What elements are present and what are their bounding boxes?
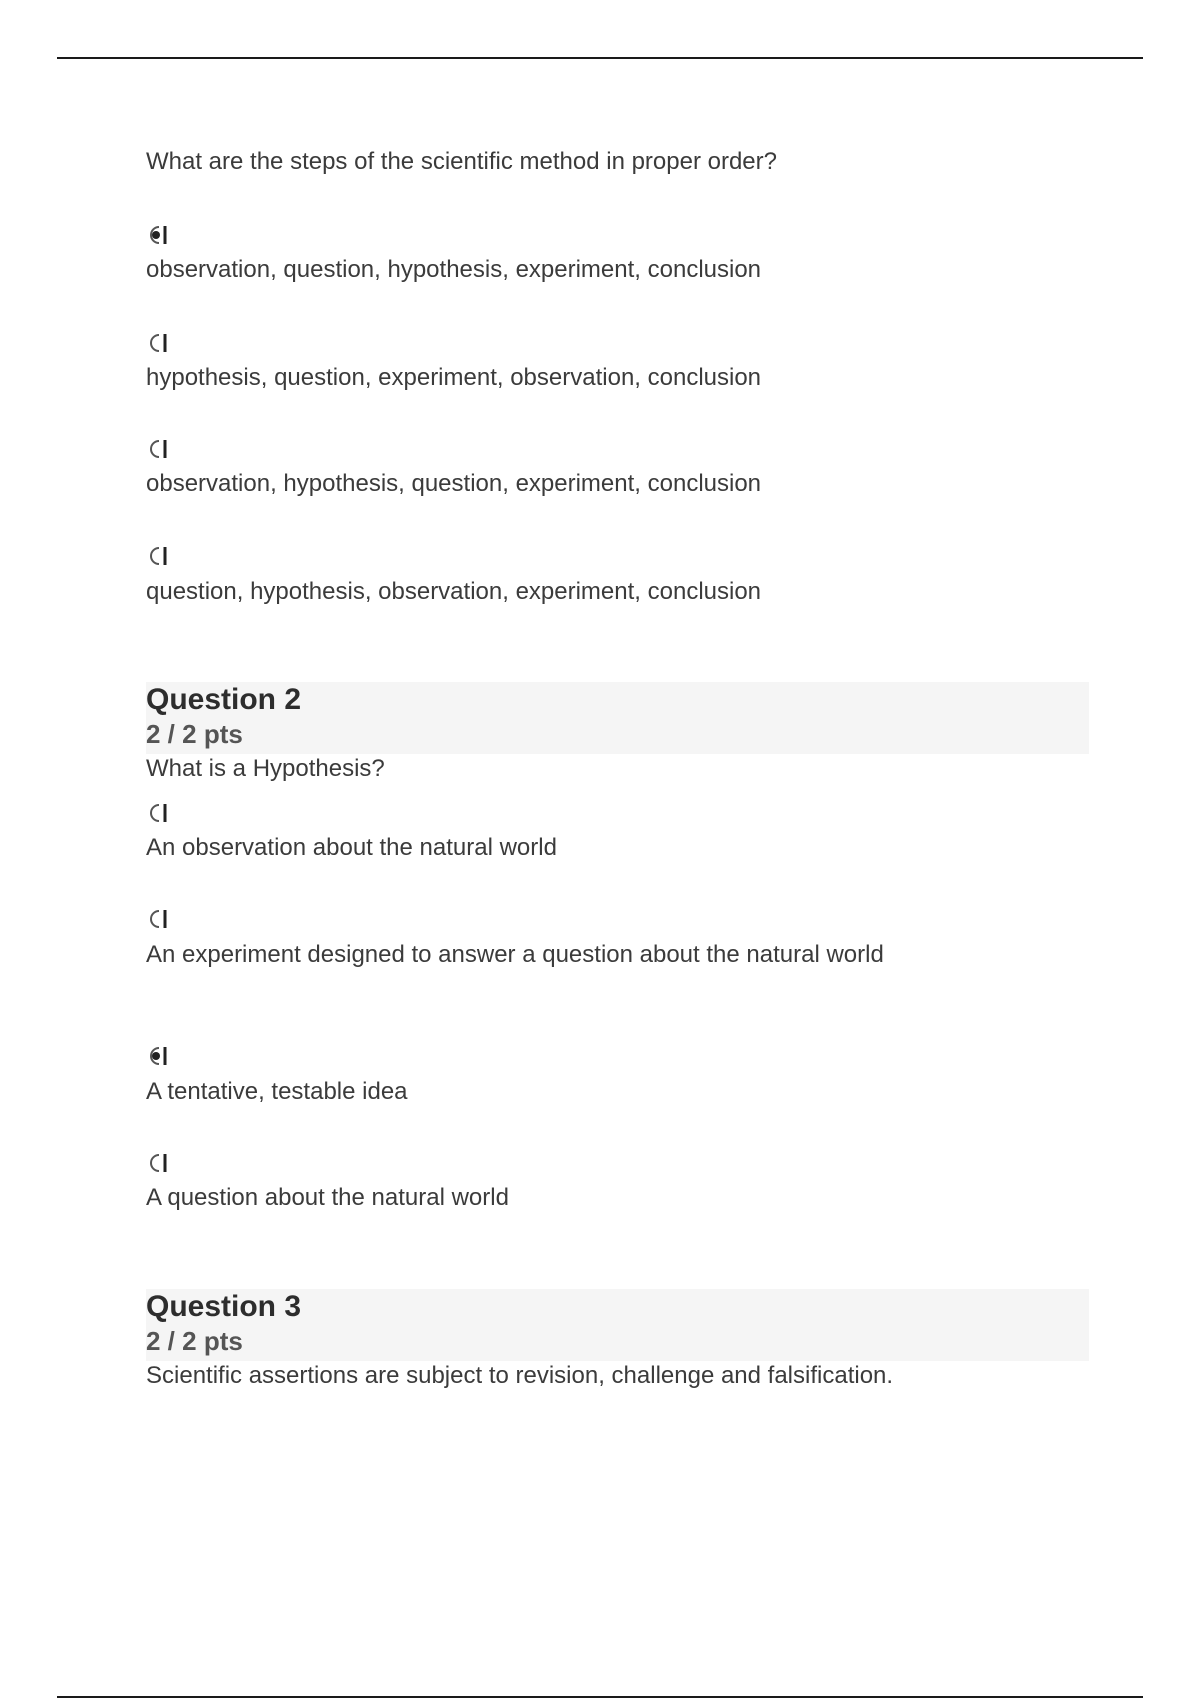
bottom-rule — [57, 1696, 1143, 1698]
question-3-points: 2 / 2 pts — [146, 1326, 243, 1356]
option-label: observation, hypothesis, question, experiment, conclusion — [146, 470, 762, 497]
option-label: hypothesis, question, experiment, observation, conclusion — [146, 364, 762, 391]
radio-unselected-icon[interactable] — [146, 908, 168, 930]
question-1-text: What are the steps of the scientific method in proper order? — [146, 148, 777, 175]
question-2-points: 2 / 2 pts — [146, 719, 243, 749]
option-label: An experiment designed to answer a question about the natural world — [146, 941, 884, 968]
radio-selected-icon[interactable] — [146, 224, 168, 246]
option-label: A question about the natural world — [146, 1184, 509, 1211]
radio-unselected-icon[interactable] — [146, 332, 168, 354]
question-2-text: What is a Hypothesis? — [146, 755, 385, 782]
radio-unselected-icon[interactable] — [146, 438, 168, 460]
option-label: An observation about the natural world — [146, 834, 557, 861]
question-2-title: Question 2 — [146, 683, 302, 716]
radio-unselected-icon[interactable] — [146, 545, 168, 567]
radio-unselected-icon[interactable] — [146, 1152, 168, 1174]
option-label: question, hypothesis, observation, experiment, conclusion — [146, 578, 762, 605]
question-3-title: Question 3 — [146, 1290, 302, 1323]
question-3-header — [146, 1289, 1089, 1361]
option-label: A tentative, testable idea — [146, 1078, 408, 1105]
radio-unselected-icon[interactable] — [146, 802, 168, 824]
question-2-header — [146, 682, 1089, 754]
radio-selected-icon[interactable] — [146, 1045, 168, 1067]
question-3-text: Scientific assertions are subject to revision, challenge and falsification. — [146, 1362, 894, 1389]
top-rule — [57, 57, 1143, 59]
option-label: observation, question, hypothesis, experiment, conclusion — [146, 256, 762, 283]
